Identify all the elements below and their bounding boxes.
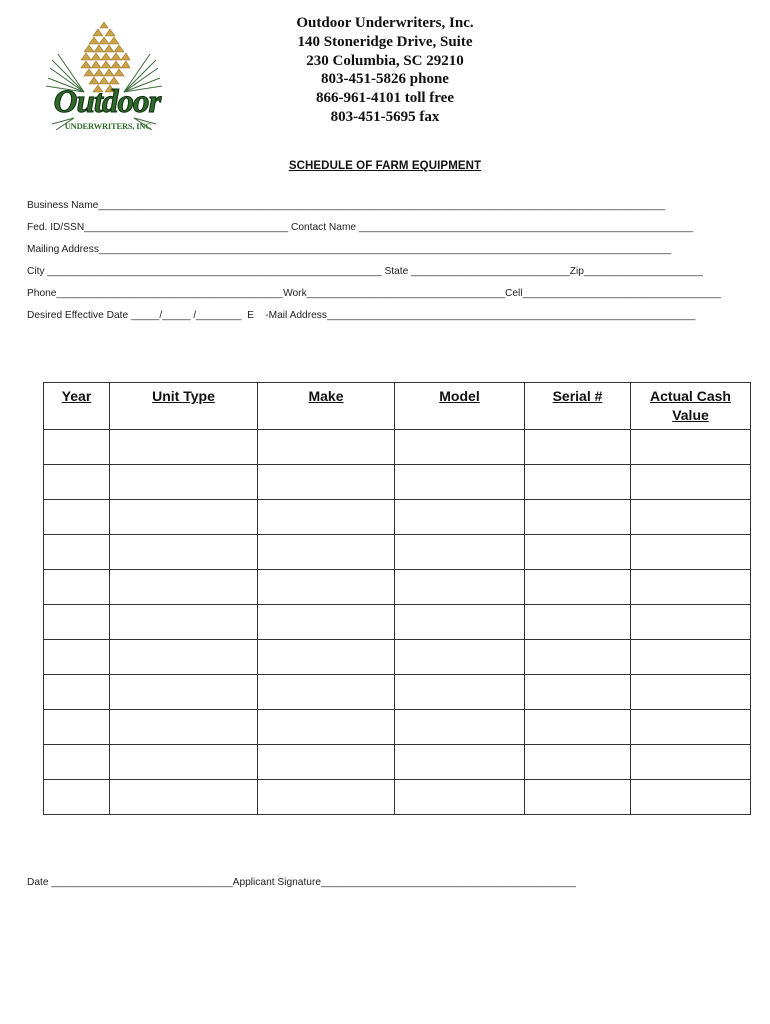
table-cell[interactable] xyxy=(395,640,525,675)
date-signature-line[interactable]: Date ________________________________Applicant Signature_____________________________________________ xyxy=(27,877,576,888)
city-state-zip-field[interactable] xyxy=(27,266,703,277)
logo-subword: UNDERWRITERS, INC xyxy=(64,121,152,131)
header-actual-cash-value: Actual Cash Value xyxy=(631,383,751,430)
table-cell[interactable] xyxy=(44,570,110,605)
table-cell[interactable] xyxy=(525,465,631,500)
company-toll-free: 866-961-4101 toll free xyxy=(315,90,455,107)
table-cell[interactable] xyxy=(258,640,395,675)
table-cell[interactable] xyxy=(258,710,395,745)
table-cell[interactable] xyxy=(525,675,631,710)
table-cell[interactable] xyxy=(44,605,110,640)
table-cell[interactable] xyxy=(631,430,751,465)
form-title: SCHEDULE OF FARM EQUIPMENT xyxy=(288,160,482,172)
table-cell[interactable] xyxy=(395,710,525,745)
table-cell[interactable] xyxy=(258,780,395,815)
table-cell[interactable] xyxy=(525,535,631,570)
table-cell[interactable] xyxy=(395,780,525,815)
table-row xyxy=(44,570,751,605)
company-fax: 803-451-5695 fax xyxy=(330,108,440,125)
fed-id-contact-label: Fed. ID/SSN____________________________________ Contact Name ___________________________________________________________ xyxy=(27,222,694,233)
table-cell[interactable] xyxy=(631,675,751,710)
table-row xyxy=(44,430,751,465)
table-cell[interactable] xyxy=(525,605,631,640)
table-row xyxy=(44,710,751,745)
table-cell[interactable] xyxy=(395,605,525,640)
table-cell[interactable] xyxy=(258,500,395,535)
table-cell[interactable] xyxy=(258,430,395,465)
table-row xyxy=(44,535,751,570)
header-make: Make xyxy=(258,383,395,430)
table-cell[interactable] xyxy=(44,710,110,745)
mailing-address-label: Mailing Address_____________________________________________________________________________________________________ xyxy=(27,244,672,255)
phone-work-cell-label: Phone________________________________________Work___________________________________Cell___________________________________ xyxy=(27,288,721,299)
table-cell[interactable] xyxy=(258,465,395,500)
company-address-block xyxy=(230,14,540,127)
table-cell[interactable] xyxy=(525,745,631,780)
equipment-table xyxy=(43,382,751,815)
table-cell[interactable] xyxy=(395,675,525,710)
company-street: 140 Stoneridge Drive, Suite xyxy=(297,33,473,50)
table-row xyxy=(44,675,751,710)
table-cell[interactable] xyxy=(395,535,525,570)
table-cell[interactable] xyxy=(631,465,751,500)
company-phone: 803-451-5826 phone xyxy=(321,71,449,88)
table-cell[interactable] xyxy=(631,780,751,815)
table-cell[interactable] xyxy=(110,465,258,500)
table-cell[interactable] xyxy=(525,710,631,745)
table-cell[interactable] xyxy=(631,570,751,605)
table-cell[interactable] xyxy=(258,535,395,570)
table-cell[interactable] xyxy=(44,430,110,465)
effective-date-email-field[interactable] xyxy=(27,310,695,321)
table-row xyxy=(44,500,751,535)
company-name: Outdoor Underwriters, Inc. xyxy=(296,15,474,31)
effective-date-email-label: Desired Effective Date _____/_____ /________ E -Mail Address_________________________________________________________________ xyxy=(27,310,696,321)
table-cell[interactable] xyxy=(395,500,525,535)
business-name-field[interactable] xyxy=(27,200,665,211)
table-cell[interactable] xyxy=(525,500,631,535)
table-cell[interactable] xyxy=(631,535,751,570)
mailing-address-field[interactable] xyxy=(27,244,671,255)
table-row xyxy=(44,465,751,500)
table-cell[interactable] xyxy=(110,500,258,535)
logo-wordmark: Outdoor xyxy=(53,84,161,120)
table-cell[interactable] xyxy=(44,535,110,570)
table-cell[interactable] xyxy=(525,780,631,815)
table-cell[interactable] xyxy=(258,745,395,780)
table-cell[interactable] xyxy=(110,780,258,815)
table-cell[interactable] xyxy=(110,675,258,710)
table-row xyxy=(44,780,751,815)
table-cell[interactable] xyxy=(258,570,395,605)
table-cell[interactable] xyxy=(525,430,631,465)
table-cell[interactable] xyxy=(258,675,395,710)
table-cell[interactable] xyxy=(44,500,110,535)
header-model: Model xyxy=(395,383,525,430)
table-row xyxy=(44,605,751,640)
table-cell[interactable] xyxy=(110,640,258,675)
table-cell[interactable] xyxy=(44,675,110,710)
table-body xyxy=(44,430,751,815)
header-serial: Serial # xyxy=(525,383,631,430)
fed-id-contact-field[interactable] xyxy=(27,222,693,233)
table-cell[interactable] xyxy=(110,430,258,465)
phone-work-cell-field[interactable] xyxy=(27,288,721,299)
table-cell[interactable] xyxy=(631,710,751,745)
company-logo xyxy=(44,20,164,142)
table-cell[interactable] xyxy=(110,710,258,745)
table-cell[interactable] xyxy=(110,745,258,780)
header-year: Year xyxy=(44,383,110,430)
table-row xyxy=(44,745,751,780)
table-cell[interactable] xyxy=(631,500,751,535)
table-cell[interactable] xyxy=(395,430,525,465)
table-cell[interactable] xyxy=(258,605,395,640)
header-unit-type: Unit Type xyxy=(110,383,258,430)
company-city: 230 Columbia, SC 29210 xyxy=(306,52,464,69)
table-cell[interactable] xyxy=(395,570,525,605)
table-cell[interactable] xyxy=(110,535,258,570)
city-state-zip-label: City ___________________________________________________________ State ____________________________Zip_____________________ xyxy=(27,266,703,277)
table-cell[interactable] xyxy=(525,570,631,605)
table-cell[interactable] xyxy=(44,465,110,500)
table-cell[interactable] xyxy=(631,605,751,640)
table-header-row xyxy=(44,383,751,430)
table-cell[interactable] xyxy=(44,640,110,675)
table-cell[interactable] xyxy=(44,745,110,780)
table-cell[interactable] xyxy=(395,745,525,780)
table-cell[interactable] xyxy=(110,570,258,605)
table-cell[interactable] xyxy=(395,465,525,500)
table-row xyxy=(44,640,751,675)
table-cell[interactable] xyxy=(110,605,258,640)
table-cell[interactable] xyxy=(44,780,110,815)
table-cell[interactable] xyxy=(525,640,631,675)
business-name-label: Business Name____________________________________________________________________________________________________ xyxy=(27,200,665,211)
table-cell[interactable] xyxy=(631,640,751,675)
table-cell[interactable] xyxy=(631,745,751,780)
